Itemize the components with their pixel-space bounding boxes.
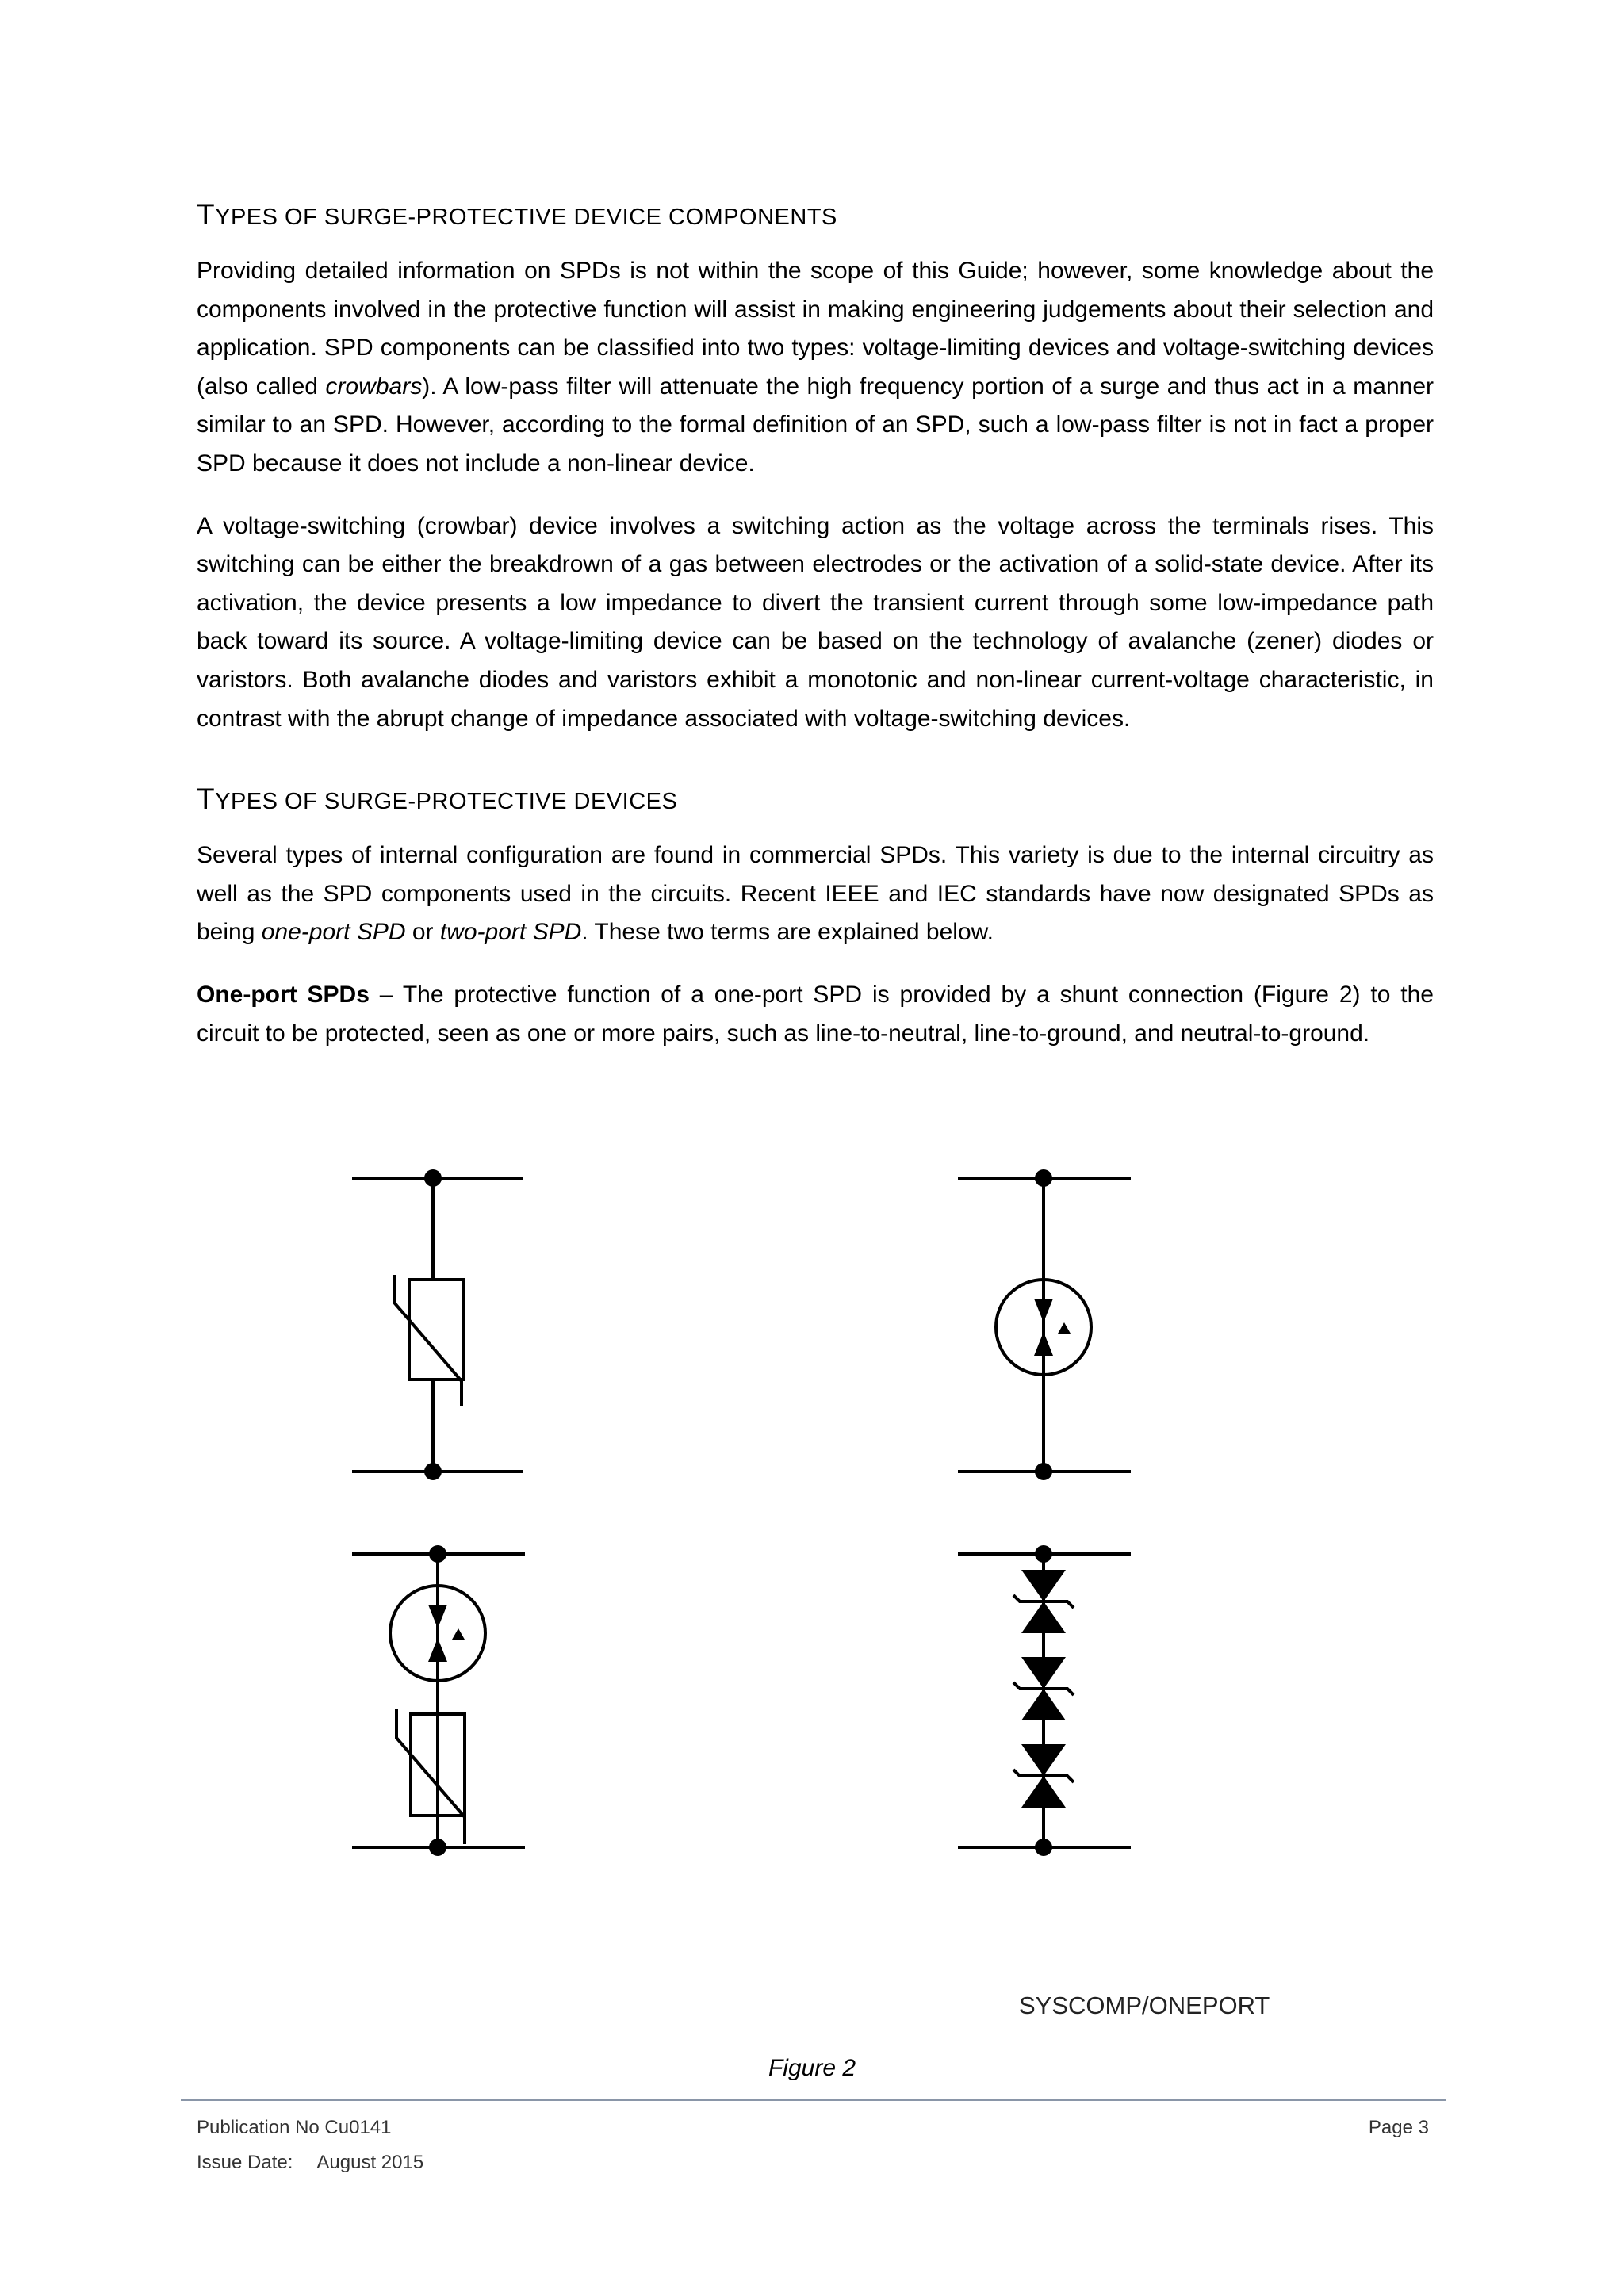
- terminal-dot: [424, 1463, 442, 1480]
- main-content: [197, 198, 1434, 1077]
- figure-caption: Figure 2: [768, 2055, 856, 2081]
- issue-date: Issue Date: August 2015: [197, 2152, 424, 2173]
- figure-2-diagram: [317, 1158, 1316, 2038]
- section-heading-components: TYPES OF SURGE-PROTECTIVE DEVICE COMPONENTS: [197, 198, 837, 231]
- terminal-dot: [1035, 1169, 1052, 1187]
- section-heading-devices: TYPES OF SURGE-PROTECTIVE DEVICES: [197, 783, 678, 816]
- page-number: Page 3: [1368, 2117, 1429, 2138]
- gas-tube-varistor-symbol: [352, 1554, 525, 1847]
- paragraph-devices-intro: Several types of internal configuration are found in commercial SPDs. This variety is due to the internal circuitry as well as the SPD components used in the circuits. Recent IEEE and IEC standards have now designated SPDs as being one-port SPD or two-port SPD. These two terms are explained below.: [197, 842, 1434, 946]
- varistor-symbol: [352, 1178, 523, 1471]
- footer-divider: [181, 2099, 1446, 2101]
- terminal-dot: [424, 1169, 442, 1187]
- terminal-dot: [1035, 1839, 1052, 1856]
- figure-label: SYSCOMP/ONEPORT: [1019, 1992, 1270, 2019]
- gas-tube-symbol: [958, 1178, 1131, 1471]
- terminal-dot: [1035, 1545, 1052, 1563]
- terminal-dot: [1035, 1463, 1052, 1480]
- paragraph-components-intro: Providing detailed information on SPDs is not within the scope of this Guide; however, some knowledge about the components involved in the protective function will assist in making engineering judgements about their selection and application. SPD components can be classified into two types: voltage-limiting devices and voltage-switching devices (also called crowbars). A low-pass filter will attenuate the high frequency portion of a surge and thus act in a manner similar to an SPD. However, according to the formal definition of an SPD, such a low-pass filter is not in fact a proper SPD because it does not include a non-linear device.: [197, 258, 1434, 476]
- paragraph-one-port: One-port SPDs – The protective function of a one-port SPD is provided by a shunt connection (Figure 2) to the circuit to be protected, seen as one or more pairs, such as line-to-neutral, line-to-ground, and neutral-to-ground.: [197, 981, 1434, 1047]
- footer-left: [197, 2110, 423, 2180]
- terminal-dot: [429, 1839, 446, 1856]
- terminal-dot: [429, 1545, 446, 1563]
- publication-number: Publication No Cu0141: [197, 2117, 392, 2138]
- paragraph-voltage-switching: A voltage-switching (crowbar) device involves a switching action as the voltage across the terminals rises. This switching can be either the breakdrown of a gas between electrodes or the activation of a solid-state device. After its activation, the device presents a low impedance to divert the transient current through some low-impedance path back toward its source. A voltage-limiting device can be based on the technology of avalanche (zener) diodes or varistors. Both avalanche diodes and varistors exhibit a monotonic and non-linear current-voltage characteristic, in contrast with the abrupt change of impedance associated with voltage-switching devices.: [197, 512, 1434, 732]
